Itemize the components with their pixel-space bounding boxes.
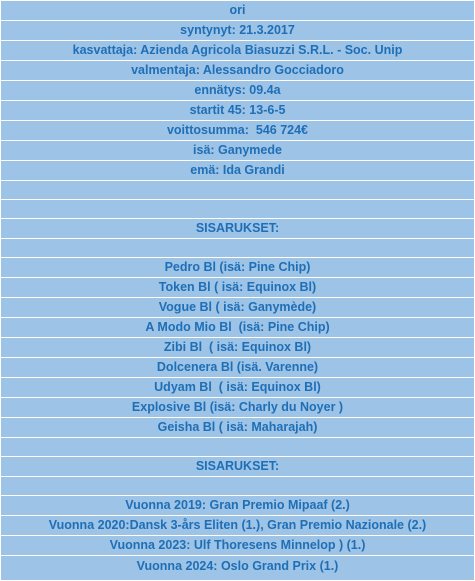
sibling-row: Udyam Bl ( isä: Equinox Bl) — [1, 378, 474, 398]
win-row: Vuonna 2023: Ulf Thoresens Minnelop ) (1.) — [1, 536, 474, 556]
sibling-row: Vogue Bl ( isä: Ganymède) — [1, 298, 474, 318]
empty-row — [1, 181, 474, 200]
sibling-row: Token Bl ( isä: Equinox Bl) — [1, 278, 474, 298]
empty-row — [1, 239, 474, 258]
trainer-row: valmentaja: Alessandro Gocciadoro — [1, 61, 474, 81]
starts-row: startit 45: 13-6-5 — [1, 101, 474, 121]
sibling-row: A Modo Mio Bl (isä: Pine Chip) — [1, 318, 474, 338]
empty-row — [1, 477, 474, 496]
sibling-row: Pedro Bl (isä: Pine Chip) — [1, 258, 474, 278]
empty-row — [1, 200, 474, 219]
record-row: ennätys: 09.4a — [1, 81, 474, 101]
win-row: Vuonna 2020:Dansk 3-års Eliten (1.), Gran Premio Nazionale (2.) — [1, 516, 474, 536]
siblings-heading: SISARUKSET: — [1, 219, 474, 239]
sire-row: isä: Ganymede — [1, 141, 474, 161]
empty-row — [1, 438, 474, 457]
born-row: syntynyt: 21.3.2017 — [1, 21, 474, 41]
sibling-row: Zibi Bl ( isä: Equinox Bl) — [1, 338, 474, 358]
win-row: Vuonna 2019: Gran Premio Mipaaf (2.) — [1, 496, 474, 516]
wins-heading: SISARUKSET: — [1, 457, 474, 477]
sibling-row: Explosive Bl (isä: Charly du Noyer ) — [1, 398, 474, 418]
dam-row: emä: Ida Grandi — [1, 161, 474, 181]
earnings-row: voittosumma: 546 724€ — [1, 121, 474, 141]
sibling-row: Dolcenera Bl (isä. Varenne) — [1, 358, 474, 378]
breeder-row: kasvattaja: Azienda Agricola Biasuzzi S.R.L. - Soc. Unip — [1, 41, 474, 61]
gender-row: ori — [1, 1, 474, 21]
win-row: Vuonna 2024: Oslo Grand Prix (1.) — [136, 558, 339, 573]
sibling-row: Geisha Bl ( isä: Maharajah) — [1, 418, 474, 438]
